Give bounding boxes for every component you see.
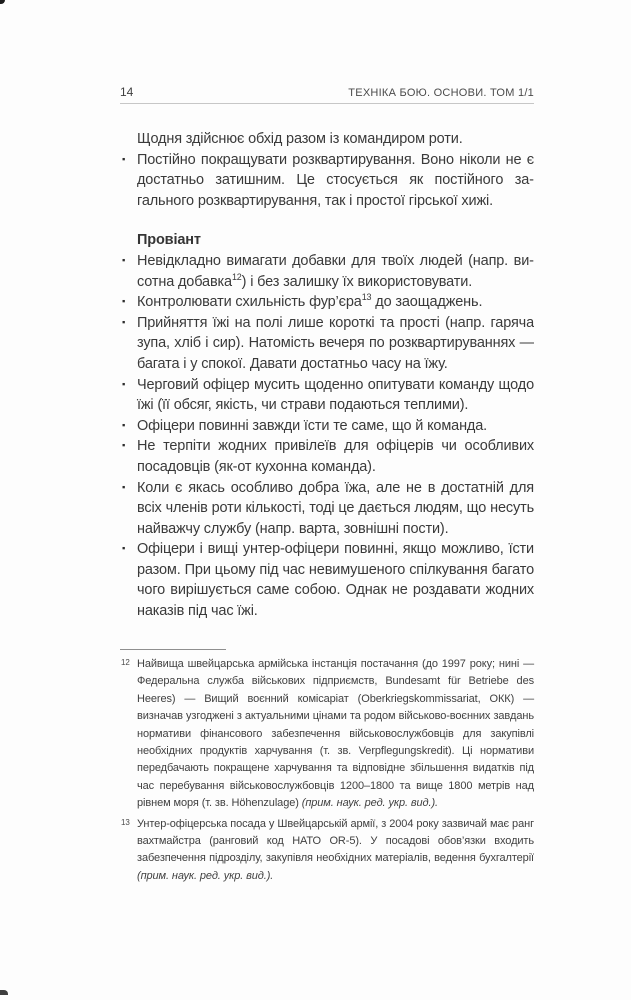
footnote-list xyxy=(120,656,534,885)
bullet-icon: ▪ xyxy=(122,440,126,452)
bullet-icon: ▪ xyxy=(122,153,126,165)
footnote-number: 12 xyxy=(121,658,130,667)
text-segment: Контролювати схильність фур’єра xyxy=(137,294,362,311)
text-segment: Прийняття їжі на полі лише короткі та прості (напр. гаряча зупа, хліб і сир). Натомість вечеря по розквартируваннях — багата і у спокої. Давати достатньо часу на їжу. xyxy=(137,314,534,372)
text-segment: до заощаджень. xyxy=(371,294,483,311)
bullet-icon: ▪ xyxy=(122,316,126,328)
section-heading xyxy=(120,230,534,251)
bullet-icon: ▪ xyxy=(122,481,126,493)
footnote xyxy=(120,656,534,813)
text-segment: Постійно покращувати розквартирування. Воно ніколи не є достатньо затишним. Це стосується як постійного загального розквартирування, так і простої гірської хижі. xyxy=(137,151,534,209)
bullet-icon: ▪ xyxy=(122,378,126,390)
text-segment: (прим. наук. ред. укр. вид.). xyxy=(137,869,274,882)
text-segment: Офіцери і вищі унтер-офіцери повинні, якщо можливо, їсти разом. При цьому під час невимушеного спілкування багато чого вирішується саме собою. Однак не роздавати жодних наказів під час їжі. xyxy=(137,541,534,620)
text-segment: Коли є якась особливо добра їжа, але не в достатній для всіх членів роти кількості, тоді це дається людям, що несуть найважчу службу (напр. варта, зовнішні пости). xyxy=(137,479,534,537)
text-segment: Провіант xyxy=(137,232,201,249)
text-segment: Невідкладно вимагати добавки для твоїх людей (напр. висотна добавка xyxy=(137,252,534,290)
text-segment: Не терпіти жодних привілеїв для офіцерів чи особливих посадовців (як-от кухонна команда). xyxy=(137,438,534,475)
text-segment: ) і без залишку їх використовувати. xyxy=(241,273,473,290)
bullet-icon: ▪ xyxy=(122,254,126,266)
paragraph xyxy=(120,129,534,150)
text-segment: Найвища швейцарська армійська інстанція постачання (до 1997 року; нині — Федеральна служба військових підприємств, Bundesamt für Betriebe des Heeres) — Вищий воєнний комісаріат (Oberkriegskommissariat, ОКК) — визначав узгоджені з актуальними цінами та родом військово-воєнних завдань нормативи фінансового забезпечення військовослужбовців для закупівлі необхідних продуктів харчування (т. зв. Verpflegungskredit). Ці нормативи передбачають покращене харчування та відповідне збільшення видатків під час перебування військовослужбовців 1200–1800 та вище 1800 метрів над рівнем моря (т. зв. Höhenzulage) xyxy=(137,658,534,810)
header-rule xyxy=(120,103,534,104)
bullet-icon: ▪ xyxy=(122,296,126,308)
bullet-icon: ▪ xyxy=(122,543,126,555)
footnote-number: 13 xyxy=(121,817,130,827)
body-text-column xyxy=(120,129,534,645)
footnote-reference: 12 xyxy=(231,271,242,282)
text-segment: Офіцери повинні завжди їсти те саме, що й команда. xyxy=(137,417,488,434)
bullet-item xyxy=(120,292,534,313)
bullet-item xyxy=(120,313,534,375)
footnote-reference: 13 xyxy=(361,292,372,303)
scan-artifact-bottom xyxy=(0,990,8,995)
text-segment: Щодня здійснює обхід разом із командиром роти. xyxy=(137,131,463,147)
text-segment: Черговий офіцер мусить щоденно опитувати команду щодо їжі (її обсяг, якість, чи страви подаються теплими). xyxy=(137,376,534,414)
bullet-item xyxy=(120,436,534,477)
footnotes-section xyxy=(120,649,534,888)
bullet-item xyxy=(120,150,534,212)
running-title: ТЕХНІКА БОЮ. ОСНОВИ. ТОМ 1/1 xyxy=(348,87,534,99)
footnote xyxy=(120,816,534,886)
bullet-item xyxy=(120,478,534,540)
scan-artifact-corner xyxy=(0,0,5,4)
bullet-icon: ▪ xyxy=(122,419,126,431)
footnote-separator xyxy=(120,649,226,650)
bullet-item xyxy=(120,251,534,292)
bullet-item xyxy=(120,416,534,437)
text-segment: (прим. наук. ред. укр. вид.). xyxy=(301,797,439,810)
bullet-item xyxy=(120,539,534,621)
text-segment: Унтер-офіцерська посада у Швейцарській армії, з 2004 року зазвичай має ранг вахтмайстра (ранговий код НАТО OR-5). У посадові обов’язки входить забезпечення підрозділу, закупівля необхідних матеріалів, ведення бухгалтерії xyxy=(137,817,534,865)
page-header xyxy=(120,85,534,99)
page-number: 14 xyxy=(120,85,134,99)
bullet-item xyxy=(120,375,534,416)
